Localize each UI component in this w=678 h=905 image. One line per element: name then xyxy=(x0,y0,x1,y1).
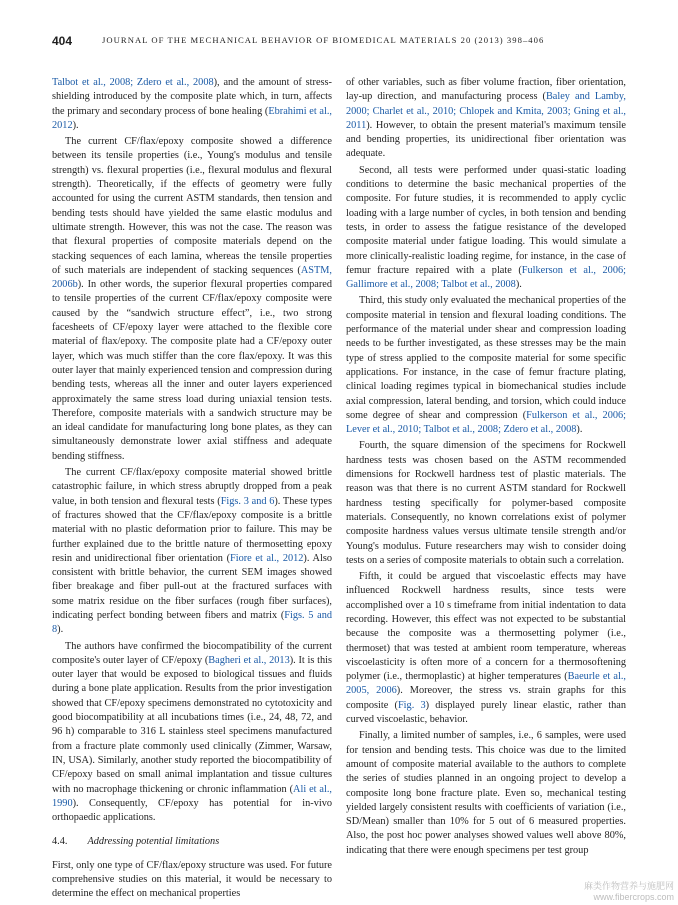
paragraph-text: ). Moreover, the stress vs. strain graphs for this composite ( xyxy=(346,685,626,711)
paragraph-text: ) displayed purely linear elastic, rather than curved viscoelastic, behavior. xyxy=(346,699,626,726)
paragraph-text: of other variables, such as fiber volume fraction, fiber orientation, lay-up direction, and manufacturing process ( xyxy=(346,77,626,103)
paragraph-text: Fifth, it could be argued that viscoelastic effects may have influenced Rockwell hardness results, since tests were accomplished over a 10 s timeframe from initial indentation to data recording. However, this effect was not expected to be substantial because the composite was a thermosetting polymer (i.e., thermoset) that was tested at ambient room temperature, whereas viscoelasticity is often more of a concern for a thermosoftening polymer (i.e., thermoplastic) at higher temperatures ( xyxy=(346,571,626,683)
paragraph-text: The current CF/flax/epoxy composite showed a difference between its tensile properties (i.e., Young's modulus and tensile strength) vs. flexural properties (i.e., flexural modulus and flexural strength). Theoretically, if the effects of geometry were fully accounted for using the current ASTM standards, then tension and bending tests should have yielded the same elastic modulus and ultimate strength. However, this was not the case. The reason was that flexural properties of composite materials depend on the stacking sequences of each lamina, whereas the tensile properties of such materials are independent of stacking sequences ( xyxy=(52,136,332,276)
paragraph-text: ). These types of fractures showed that the CF/flax/epoxy composite is a brittle material with no plastic deformation prior to failure. This may be further explained due to the brittle nature of thermosetting epoxy resin and unidirectional fiber orientation ( xyxy=(52,495,332,564)
paragraph-text: ). It is this outer layer that would be exposed to biological tissues and fluids during a bone plate application. Results from the prior investigation showed that CF/epoxy specimens demonstrated no cytotoxicity and good biocompatibility at all incubations times (i.e., 24, 48, 72, and 96 h) comparable to 316 L stainless steel specimens manufactured from a fracture plate commonly used clinically (Zimmer, Warsaw, IN, USA). Similarly, another study reported the biocompatibility of CF/epoxy based on small animal implantation and tissue cultures with no macrophage thickening or chronic inflammation ( xyxy=(52,654,332,795)
paragraph-text: ). Consequently, CF/epoxy has potential for in-vivo orthopaedic applications. xyxy=(52,797,332,824)
citation-link[interactable]: Fulkerson et al., 2006; Gallimore et al., 2008; Talbot et al., 2008 xyxy=(346,264,626,291)
paragraph xyxy=(346,164,626,293)
citation-link[interactable]: Ali et al., 1990 xyxy=(52,783,332,809)
paragraph xyxy=(346,729,626,858)
paragraph-text: ). xyxy=(515,279,522,291)
page-header xyxy=(52,34,632,50)
running-head: JOURNAL OF THE MECHANICAL BEHAVIOR OF BIOMEDICAL MATERIALS 20 (2013) 398–406 xyxy=(102,35,545,45)
paragraph xyxy=(52,640,332,826)
citation-link[interactable]: Fiore et al., 2012 xyxy=(230,552,304,564)
section-heading xyxy=(52,835,332,849)
section-number: 4.4. xyxy=(52,836,68,848)
left-column xyxy=(52,76,332,904)
paragraph xyxy=(52,859,332,902)
paragraph-text: Second, all tests were performed under quasi-static loading conditions to determine the basic mechanical properties of the composite. For future studies, it is recommended to apply cyclic loading with a large number of cycles, in both tension and bending tests, in order to assess the fatigue resistance of the developed composite material under fatigue loading. This would simulate a more clinically-realistic loading regime, for instance, in the case of femur fracture repaired with a plate ( xyxy=(346,164,626,276)
paragraph-text: ). Also consistent with brittle behavior, the current SEM images showed fiber breakage and fiber pull-out at the fractured surfaces with some matrix residue on the fiber surfaces (rough fiber surfaces), indicating perfect bonding between fibers and matrix ( xyxy=(52,552,332,621)
citation-link[interactable]: Fig. 3 xyxy=(397,699,426,711)
citation-link[interactable]: Figs. 3 and 6 xyxy=(220,495,275,507)
paragraph-text: ). xyxy=(57,624,64,636)
watermark-line: www.fibercrops.com xyxy=(593,892,674,902)
paragraph-text: ). xyxy=(576,424,583,436)
paragraph-text: The current CF/flax/epoxy composite material showed brittle catastrophic failure, in which stress abruptly dropped from a peak value, in both tension and flexural tests ( xyxy=(52,467,332,507)
paragraph-text: ). In other words, the superior flexural properties compared to tensile properties of the current CF/flax/epoxy composite were caused by the “sandwich structure effect”, i.e., two strong facesheets of CF/epoxy layer were attached to the flexible core material of flax/epoxy. The composite plate had a CF/epoxy outer layer, which was much stiffer than the core flax/epoxy. It was this outer layer that mainly experienced tension and compression during bending tests, whereas all the inner and outer layers experienced approximately the same stress load during uniaxial tension tests. Therefore, composite materials with a sandwich structure may be an ideal candidate for manufacturing long bone plates, as they can simultaneously demonstrate lower axial stiffness and adequate bending stiffness. xyxy=(52,279,332,462)
paragraph-text: ). xyxy=(72,119,79,131)
citation-link[interactable]: Bagheri et al., 2013 xyxy=(208,654,290,666)
paragraph xyxy=(346,76,626,162)
paragraph-text: ). However, to obtain the present material's maximum tensile and bending properties, its unidirectional fiber orientation was adequate. xyxy=(346,119,626,160)
paragraph xyxy=(346,294,626,437)
paragraph xyxy=(52,466,332,638)
paragraph xyxy=(52,76,332,133)
right-column xyxy=(346,76,626,860)
paragraph-text: ), and the amount of stress-shielding introduced by the composite plate which, in turn, affects the primary and secondary process of bone healing ( xyxy=(52,77,332,117)
paragraph-text: The authors have confirmed the biocompatibility of the current composite's outer layer of CF/epoxy ( xyxy=(52,640,332,666)
watermark-line: 麻类作物营养与施肥网 xyxy=(583,881,674,891)
paragraph xyxy=(346,570,626,727)
citation-link[interactable]: Fulkerson et al., 2006; Lever et al., 2010; Talbot et al., 2008; Zdero et al., 2008 xyxy=(346,409,626,436)
citation-link[interactable]: ASTM, 2006b xyxy=(52,264,332,291)
section-title: Addressing potential limitations xyxy=(87,836,220,848)
page-number: 404 xyxy=(52,34,73,48)
paragraph xyxy=(52,135,332,464)
watermark xyxy=(584,881,674,903)
citation-link[interactable]: Baeurle et al., 2005, 2006 xyxy=(346,671,626,697)
paragraph-text: Third, this study only evaluated the mechanical properties of the composite material in tension and flexural loading conditions. The performance of the material under shear and compression loading needs to be further investigated, as these stresses may be the main type of stress applied to the composite material for some specific applications. For instance, in the case of femur fracture plating, clinical loading regimes typical in biomechanical studies include axial compression, lateral bending, and torsion, which could induce some degree of shear and compression ( xyxy=(346,295,626,421)
paragraph xyxy=(346,439,626,568)
paragraph-text: Finally, a limited number of samples, i.e., 6 samples, were used for tension and bending tests. This choice was due to the limited amount of composite material available to the authors to complete the series of studies planned in an ongoing project to develop a composite long bone fracture plate. Even so, mechanical testing yielded largely consistent results with coefficients of variation (i.e., SD/Mean) smaller than 10% for 5 out of 6 measured properties. Also, the post hoc power analyses showed values well above 80%, indicating that there were enough specimens per test group xyxy=(346,730,626,856)
paragraph-text: First, only one type of CF/flax/epoxy structure was used. For future comprehensive studies on this material, it would be necessary to determine the effect on mechanical properties xyxy=(52,859,332,900)
citation-link[interactable]: Baley and Lamby, 2000; Charlet et al., 2010; Chlopek and Kmita, 2003; Gning et al., 2011 xyxy=(346,91,626,131)
citation-link[interactable]: Ebrahimi et al., 2012 xyxy=(52,105,332,131)
paragraph-text: Fourth, the square dimension of the specimens for Rockwell hardness tests was chosen based on the ASTM recommended dimensions for Rockwell hardness test of plastic materials. The reason was that there is no current ASTM standard for Rockwell hardness testing specifically for polymer-based composite materials. Consequently, no known correlations exist of polymer composite hardness values versus ultimate tensile strength and/or Young's modulus. Future researchers may wish to consider doing tests on a series of composite materials to obtain such a correlation. xyxy=(346,440,626,566)
citation-link[interactable]: Talbot et al., 2008; Zdero et al., 2008 xyxy=(52,77,214,88)
citation-link[interactable]: Figs. 5 and 8 xyxy=(52,609,332,636)
